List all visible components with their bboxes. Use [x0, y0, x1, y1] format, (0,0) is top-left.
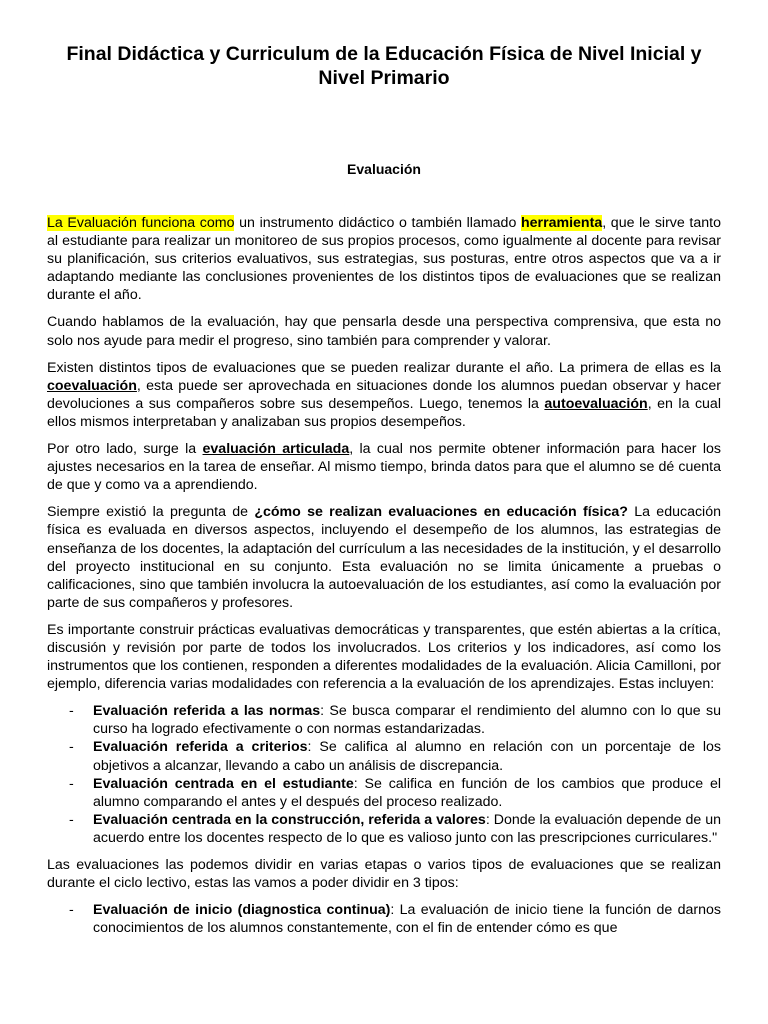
term-coevaluacion: coevaluación [47, 377, 137, 394]
paragraph-1: La Evaluación funciona como un instrumento didáctico o también llamado herramienta, que le sirve tanto al estudiante para realizar un monitoreo de sus propios procesos, como igualmente al docente para revisar su planificación, sus criterios evaluativos, sus estrategias, sus posturas, entre otros aspectos que va a ir adaptando mediante las conclusiones provenientes de los distintos tipos de evaluaciones que se realizan durante el año. [47, 215, 721, 304]
list-dash: - [69, 703, 74, 720]
paragraph-4: Por otro lado, surge la evaluación articulada, la cual nos permite obtener información para hacer los ajustes necesarios en la tarea de enseñar. Al mismo tiempo, brinda datos para que el alumno se dé cuenta de que y como va a aprendiendo. [47, 441, 721, 494]
paragraph-3: Existen distintos tipos de evaluaciones que se pueden realizar durante el año. La primera de ellas es la coevaluación, esta puede ser aprovechada en situaciones donde los alumnos puedan observar y hacer devoluciones a sus compañeros sobre sus desempeños. Luego, tenemos la autoevaluación, en la cual ellos mismos interpretaban y analizaban sus propios desempeños. [47, 359, 721, 430]
list-dash: - [69, 811, 74, 828]
list-item: - Evaluación referida a criterios: Se califica al alumno en relación con un porcentaje de los objetivos a alcanzar, llevando a cabo un análisis de discrepancia. [69, 739, 721, 774]
list-item: - Evaluación centrada en el estudiante: Se califica en función de los cambios que produce el alumno comparando el antes y el después del proceso realizado. [69, 775, 722, 810]
list-dash: - [69, 902, 74, 919]
document-title: Final Didáctica y Curriculum de la Educación Física de Nivel Inicial y Nivel Primario [66, 43, 702, 89]
list-item: - Evaluación de inicio (diagnostica continua): La evaluación de inicio tiene la función de darnos conocimientos de los alumnos constantemente, con el fin de entender cómo es que [69, 902, 721, 937]
list-item: - Evaluación referida a las normas: Se busca comparar el rendimiento del alumno con lo que su curso ha logrado efectivamente o con normas estandarizadas. [69, 703, 721, 738]
section-heading: Evaluación [347, 161, 421, 177]
list-dash: - [69, 775, 74, 792]
stages-list [47, 901, 721, 937]
highlight-term: herramienta [521, 215, 603, 231]
paragraph-6: Es importante construir prácticas evaluativas democráticas y transparentes, que estén abiertas a la crítica, discusión y revisión por parte de todos los involucrados. Los criterios y los indicadores, así como los instrumentos que los contienen, responden a diferentes modalidades de la evaluación. Alicia Camilloni, por ejemplo, diferencia varias modalidades con referencia a la evaluación de los aprendizajes. Estas incluyen: [47, 621, 721, 693]
highlight-text: La Evaluación funciona como [47, 215, 235, 231]
modalities-list [47, 702, 721, 847]
list-dash: - [69, 739, 74, 756]
term-autoevaluacion: autoevaluación [544, 395, 648, 412]
list-item: - Evaluación centrada en la construcción, referida a valores: Donde la evaluación depende de un acuerdo entre los docentes respecto de lo que es valioso junto con las prescripciones curriculares." [69, 811, 721, 846]
bold-question: ¿cómo se realizan evaluaciones en educación física? [254, 504, 628, 521]
term-evaluacion-articulada: evaluación articulada [202, 441, 350, 458]
paragraph-2: Cuando hablamos de la evaluación, hay que pensarla desde una perspectiva comprensiva, que esta no solo nos ayude para medir el progreso, sino también para comprender y valorar. [47, 314, 721, 349]
paragraph-5: Siempre existió la pregunta de ¿cómo se realizan evaluaciones en educación física? La educación física es evaluada en diversos aspectos, incluyendo el desempeño de los alumnos, las estrategias de enseñanza de los docentes, la adaptación del currículum a las necesidades de la institución, y el desarrollo del proyecto institucional en su conjunto. Esta evaluación no se limita únicamente a pruebas o calificaciones, sino que también involucra la autoevaluación de los estudiantes, así como la evaluación por parte de sus compañeros y profesores. [47, 504, 721, 611]
paragraph-7: Las evaluaciones las podemos dividir en varias etapas o varios tipos de evaluaciones que se realizan durante el ciclo lectivo, estas las vamos a poder dividir en 3 tipos: [47, 857, 721, 892]
